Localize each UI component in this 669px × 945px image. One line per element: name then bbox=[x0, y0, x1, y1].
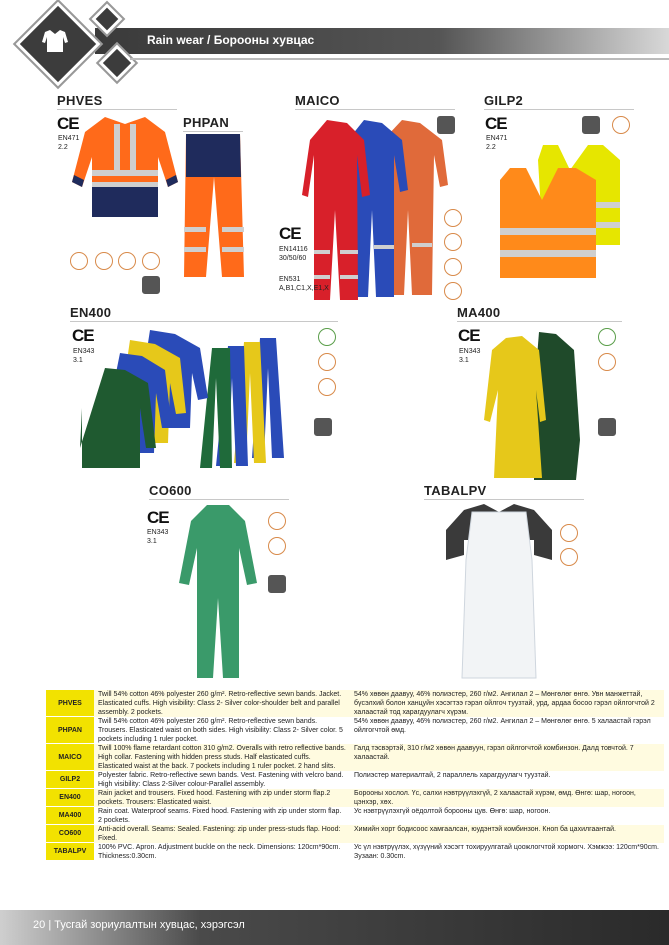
row-desc-mn: Галд тэсвэртэй, 310 г/м2 хөвөн даавуун, гэрэл ойлгогчтой комбинзон. Далд товчтой. 7 халаастай. bbox=[350, 744, 664, 771]
safety-icon bbox=[612, 116, 630, 134]
page-number: 20 bbox=[33, 919, 46, 931]
norm-label: EN14116 30/50/60 bbox=[279, 246, 308, 262]
row-desc-en: Rain coat. Waterproof seams. Fixed hood. Fastening with zip under storm flap. 2 pockets. bbox=[94, 807, 350, 825]
hi-vis-icon bbox=[142, 276, 160, 294]
footer-caption: Тусгай зориулалтын хувцас, хэрэгсэл bbox=[54, 919, 245, 931]
ce-mark: CE bbox=[57, 114, 79, 133]
table-row bbox=[46, 717, 668, 744]
ma400-raincoat-image bbox=[484, 330, 584, 485]
product-name-phves: PHVES bbox=[57, 93, 103, 108]
product-name-gilp2: GILP2 bbox=[484, 93, 524, 108]
rain-icon bbox=[314, 418, 332, 436]
ce-mark: CE bbox=[485, 114, 507, 133]
phpan-trousers-image bbox=[178, 132, 248, 282]
safety-icon bbox=[142, 252, 160, 270]
safety-icon bbox=[598, 353, 616, 371]
row-desc-mn: 54% хөвөн даавуу, 46% полиэстер, 260 г/м2. Ангилал 2 – Мөнгөлөг өнгө. 5 халаастай гэрэл ойлгогчтой өмд. bbox=[350, 717, 664, 744]
row-code: EN400 bbox=[46, 789, 94, 807]
divider bbox=[149, 499, 289, 500]
row-code: PHVES bbox=[46, 690, 94, 717]
row-desc-en: Twill 100% flame retardant cotton 310 g/m2. Overalls with retro reflective bands. High collar. Fastening with hidden press studs. Half elasticated cuffs. Elasticated waist at the back. 7 pockets including 1 ruler pocket. 2 hand slits. bbox=[94, 744, 350, 771]
safety-icon bbox=[560, 548, 578, 566]
divider bbox=[57, 109, 177, 110]
table-row bbox=[46, 690, 668, 717]
divider bbox=[295, 109, 455, 110]
norm-label: EN471 2.2 bbox=[486, 135, 508, 151]
spec-table bbox=[46, 690, 668, 861]
maico-overalls-image bbox=[302, 115, 452, 300]
phves-jacket-image bbox=[70, 112, 180, 227]
norm-label: EN471 2.2 bbox=[58, 135, 80, 151]
product-name-phpan: PHPAN bbox=[183, 115, 230, 130]
row-desc-mn: 54% хөвөн даавуу, 46% полиэстер, 260 г/м2. Ангилал 2 – Мөнгөлөг өнгө. Увн манжеттай, бүсэлхий болон ханцуйн хэсэгтээ гэрэл ойлгоч туузтай, урд, ардаа босоо гэрэл ойлгогчтой 2 халаастай тод харагдуулагч хүрэм. bbox=[350, 690, 664, 717]
hi-vis-icon bbox=[582, 116, 600, 134]
divider bbox=[457, 321, 622, 322]
row-desc-en: 100% PVC. Apron. Adjustment buckle on the neck. Dimensions: 120cm*90cm. Thickness:0.30cm. bbox=[94, 843, 350, 861]
rain-icon bbox=[268, 575, 286, 593]
footer-separator: | bbox=[48, 919, 52, 931]
safety-icon bbox=[444, 282, 462, 300]
safety-icon bbox=[268, 537, 286, 555]
table-row bbox=[46, 771, 668, 789]
safety-icon bbox=[318, 328, 336, 346]
row-code: TABALPV bbox=[46, 843, 94, 861]
tabalpv-apron-image bbox=[444, 500, 554, 682]
table-row bbox=[46, 744, 668, 771]
row-desc-en: Anti-acid overall. Seams: Sealed. Fastening: zip under press-studs flap. Hood: Fixed. bbox=[94, 825, 350, 843]
norm-label: EN343 3.1 bbox=[459, 348, 481, 364]
ce-mark: CE bbox=[72, 326, 94, 345]
divider bbox=[70, 321, 338, 322]
ce-mark: CE bbox=[147, 508, 169, 527]
norm-label: EN343 3.1 bbox=[147, 529, 169, 545]
row-code: MAICO bbox=[46, 744, 94, 771]
row-code: CO600 bbox=[46, 825, 94, 843]
table-row bbox=[46, 789, 668, 807]
safety-icon bbox=[268, 512, 286, 530]
row-desc-en: Twill 54% cotton 46% polyester 260 g/m². Retro-reflective sewn bands. Trousers. Elasticated waist on both sides. High visibility: Class 2- Silver color. 5 pockets including 1 ruler pocket. bbox=[94, 717, 350, 744]
row-code: GILP2 bbox=[46, 771, 94, 789]
co600-overall-image bbox=[175, 503, 260, 683]
norm-label: EN343 3.1 bbox=[73, 348, 95, 364]
product-name-maico: MAICO bbox=[295, 93, 340, 108]
page-title: Rain wear / Борооны хувцас bbox=[147, 33, 315, 47]
safety-icon bbox=[95, 252, 113, 270]
header-underline bbox=[130, 58, 669, 60]
table-row bbox=[46, 807, 668, 825]
table-row bbox=[46, 843, 668, 861]
gilp2-vest-image bbox=[498, 140, 626, 282]
safety-icon bbox=[560, 524, 578, 542]
safety-icon bbox=[318, 353, 336, 371]
row-code: PHPAN bbox=[46, 717, 94, 744]
row-desc-mn: Ус үл нэвтрүүлэх, хүзүүний хэсэгт тохируулгатай цоожлогчтой хормогч. Хэмжээ: 120cm*90cm. Зузаан: 0.30cm. bbox=[350, 843, 664, 861]
row-desc-mn: Полиэстер материалтай, 2 параллель харагдуулагч туузтай. bbox=[350, 771, 664, 789]
jacket-icon bbox=[41, 28, 69, 54]
safety-icon bbox=[444, 258, 462, 276]
row-desc-mn: Борооны хослол. Үс, салхи нэвтрүүлэхгүй, 2 халаастай хүрэм, өмд. Өнгө: шар, ногоон, цэнхэр, хөх. bbox=[350, 789, 664, 807]
row-desc-mn: Ус нэвтрүүлэхгүй оёдолтой борооны цув. Өнгө: шар, ногоон. bbox=[350, 807, 664, 825]
table-row bbox=[46, 825, 668, 843]
row-desc-en: Rain jacket and trousers. Fixed hood. Fastening with zip under storm flap.2 pockets. Trousers: Elasticated waist. bbox=[94, 789, 350, 807]
norm-label: EN531 A,B1,C1,X,E1,X bbox=[279, 276, 329, 292]
divider bbox=[484, 109, 634, 110]
safety-icon bbox=[318, 378, 336, 396]
safety-icon bbox=[598, 328, 616, 346]
safety-icon bbox=[70, 252, 88, 270]
ce-mark: CE bbox=[458, 326, 480, 345]
safety-icon bbox=[118, 252, 136, 270]
en400-rainsuit-image bbox=[80, 328, 290, 473]
product-name-en400: EN400 bbox=[70, 305, 112, 320]
product-name-tabalpv: TABALPV bbox=[424, 483, 487, 498]
safety-icon bbox=[444, 233, 462, 251]
footer bbox=[33, 919, 245, 931]
row-code: MA400 bbox=[46, 807, 94, 825]
row-desc-mn: Химийн хорт бодисоос хамгаалсан, юудэнтэй комбинзон. Кноп ба цахилгаантай. bbox=[350, 825, 664, 843]
rain-icon bbox=[598, 418, 616, 436]
product-name-co600: CO600 bbox=[149, 483, 192, 498]
row-desc-en: Polyester fabric. Retro-reflective sewn bands. Vest. Fastening with velcro band. High visibility: Class 2-Silver colour-Parallel assembly. bbox=[94, 771, 350, 789]
product-name-ma400: MA400 bbox=[457, 305, 501, 320]
ce-mark: CE bbox=[279, 224, 301, 243]
safety-icon bbox=[444, 209, 462, 227]
row-desc-en: Twill 54% cotton 46% polyester 260 g/m². Retro-reflective sewn bands. Jacket. Elasticated cuffs. High visibility: Class 2- Silver color-shoulder belt and parallel assembly. 2 pockets. bbox=[94, 690, 350, 717]
